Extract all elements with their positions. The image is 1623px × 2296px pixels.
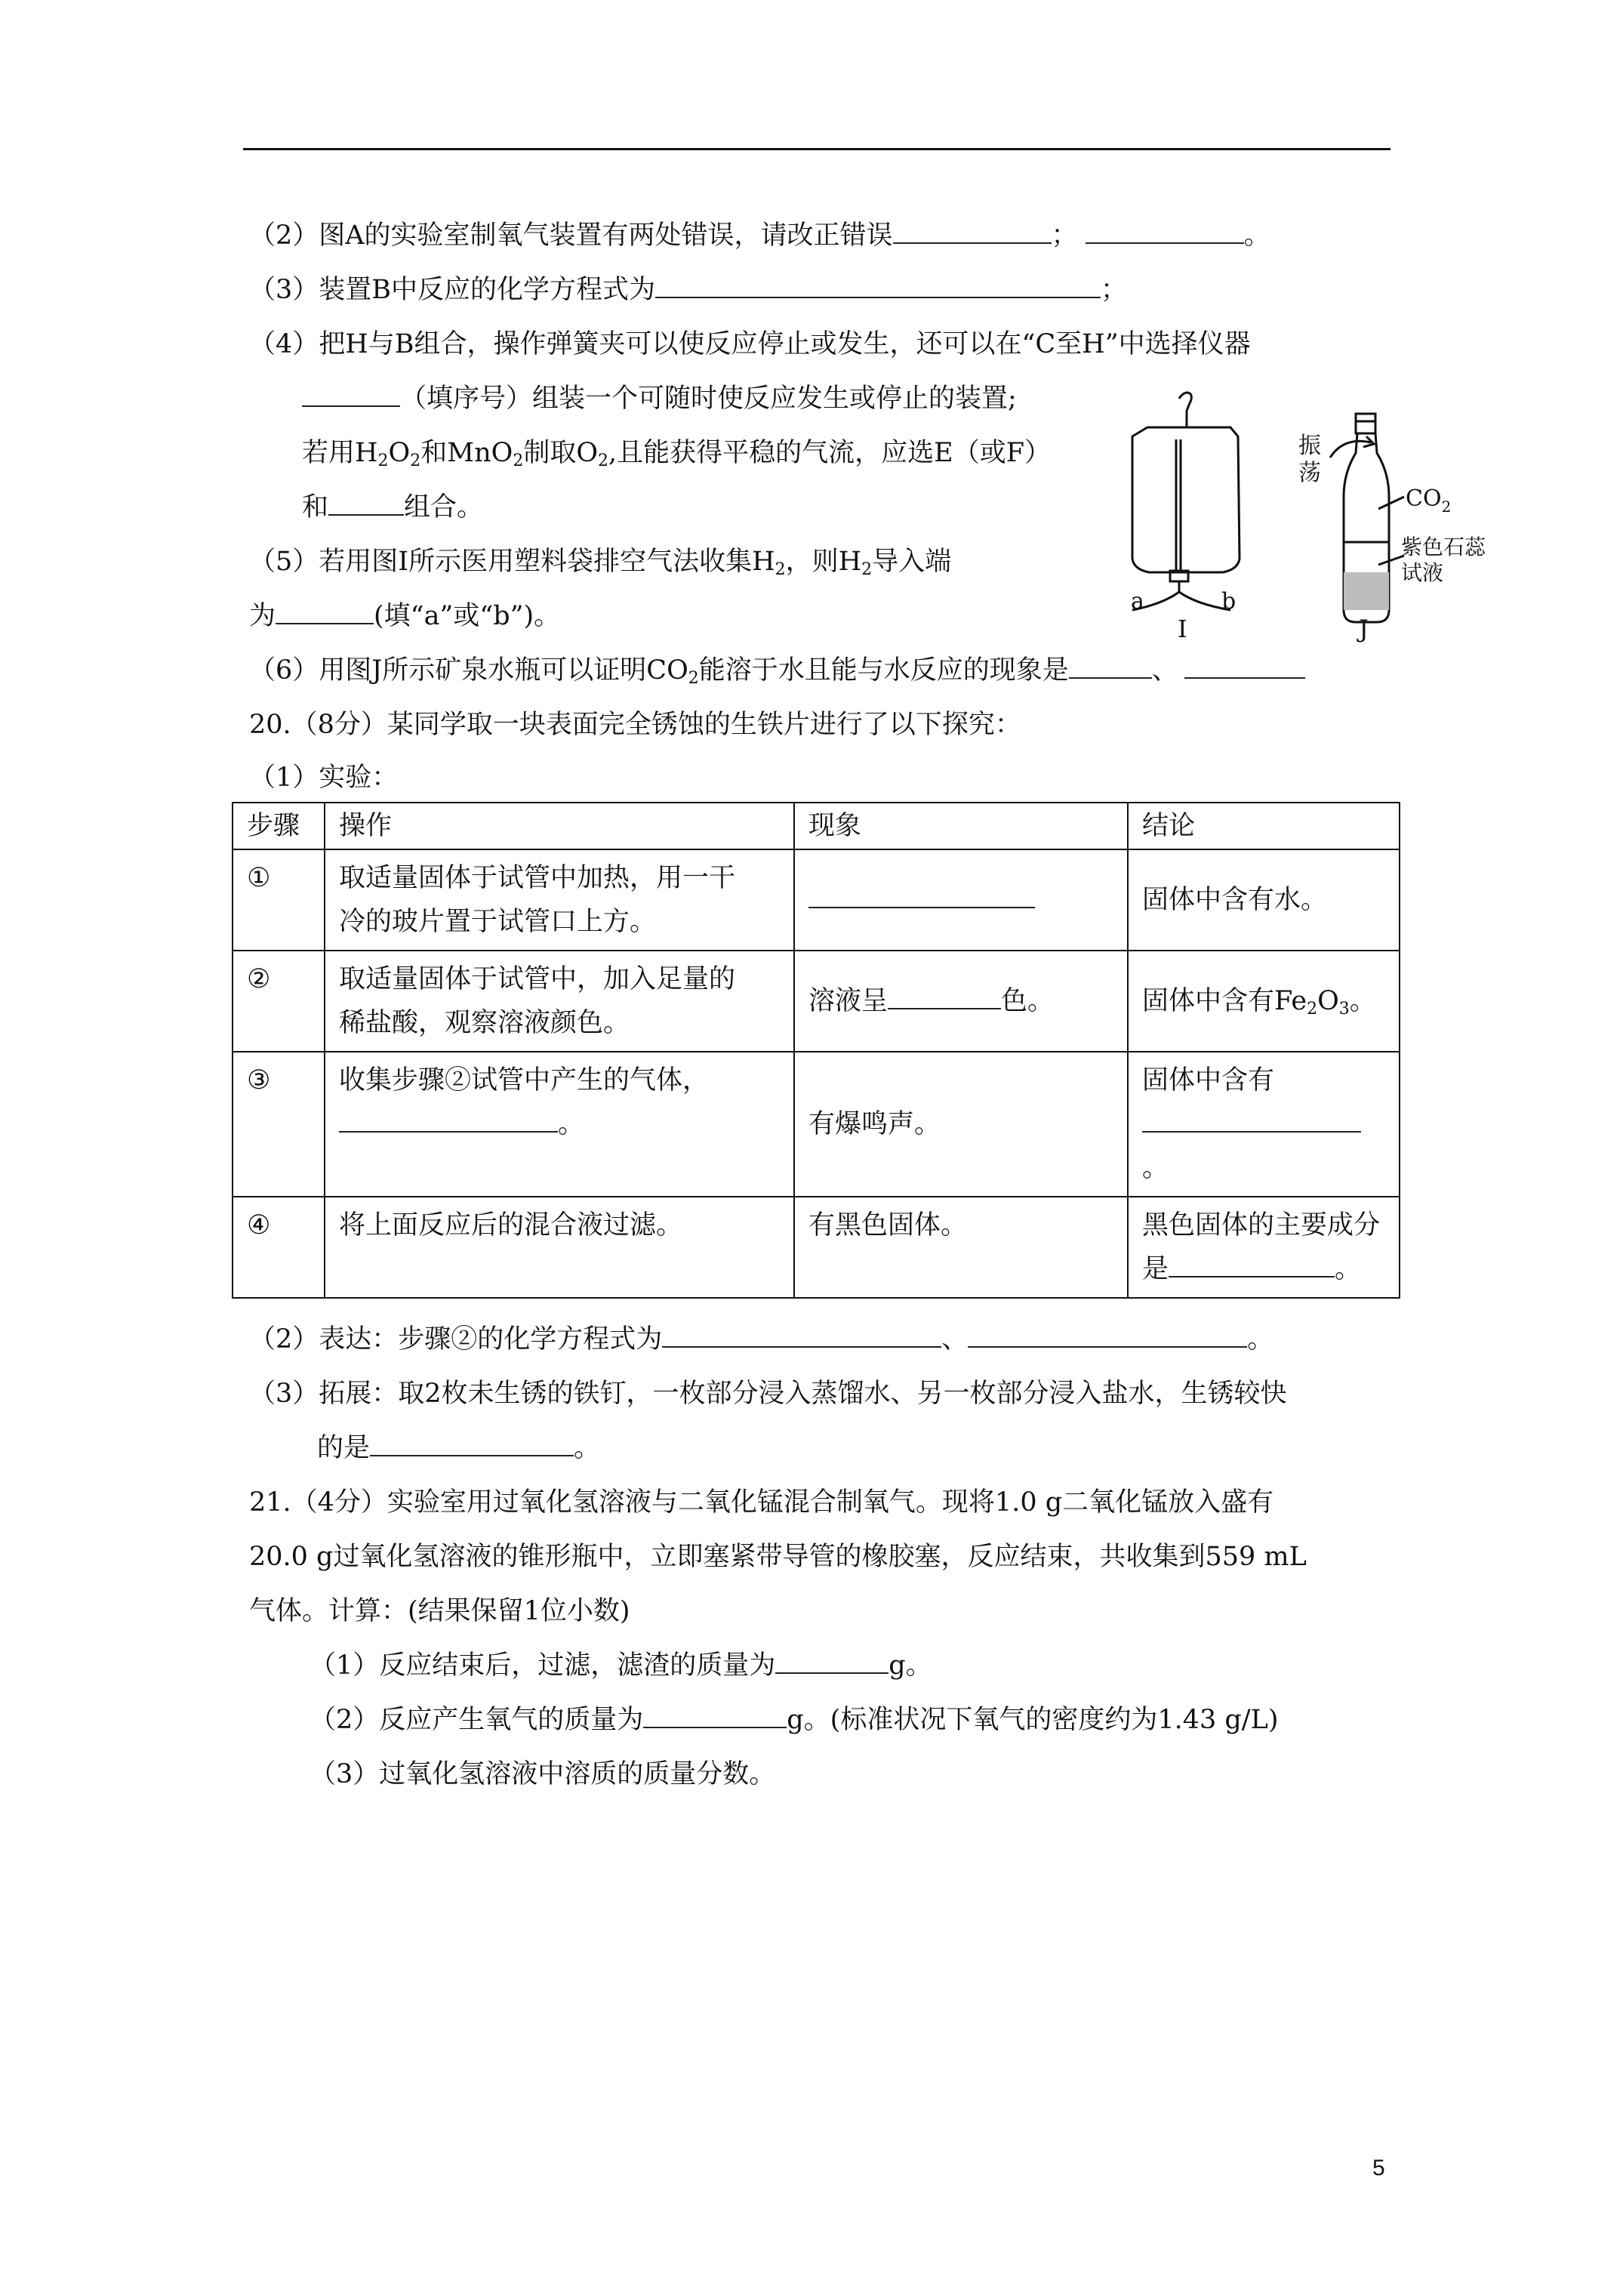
conclusion-cell: 固体中含有水。	[1128, 849, 1400, 951]
phenomenon-cell: 溶液呈 色。	[794, 951, 1128, 1052]
step-cell: ①	[233, 849, 325, 951]
operation-cell: 取适量固体于试管中加热，用一干 冷的玻片置于试管口上方。	[325, 849, 794, 951]
step-cell: ④	[233, 1197, 325, 1298]
q19-part2: （2）图A的实验室制氧气装置有两处错误，请改正错误 ； 。	[249, 220, 1270, 251]
header-step: 步骤	[233, 803, 325, 849]
answer-blank[interactable]	[968, 1324, 1247, 1348]
q20-part2: （2）表达：步骤②的化学方程式为 、 。	[249, 1324, 1274, 1354]
answer-blank[interactable]	[775, 1650, 888, 1674]
figure-bag-and-bottle	[1117, 384, 1486, 643]
q21-line1: 21.（4分）实验室用过氧化氢溶液与二氧化锰混合制氧气。现将1.0 g二氧化锰放入盛有	[249, 1487, 1274, 1518]
experiment-table	[232, 802, 1400, 1299]
table-header-row	[233, 803, 1400, 849]
step-cell: ③	[233, 1052, 325, 1197]
label-b: b	[1221, 588, 1236, 615]
q20-part3-line1: （3）拓展：取2枚未生锈的铁钉，一枚部分浸入蒸馏水、另一枚部分浸入盐水，生锈较快	[249, 1379, 1287, 1409]
operation-cell: 收集步骤②试管中产生的气体， 。	[325, 1052, 794, 1197]
label-figure-j: J	[1359, 615, 1369, 643]
answer-blank[interactable]	[888, 985, 1001, 1009]
answer-blank[interactable]	[1069, 655, 1152, 679]
phenomenon-cell: 有黑色固体。	[794, 1197, 1128, 1298]
q19-part6: （6）用图J所示矿泉水瓶可以证明$CO_2$能溶于水且能与水反应的现象是 、	[249, 654, 1305, 687]
q20-part3-line2: 的是 。	[317, 1433, 601, 1463]
label-shake-1: 振	[1298, 433, 1321, 459]
label-shake-2: 荡	[1298, 460, 1321, 486]
conclusion-cell: 固体中含有$Fe_2O_3$。	[1128, 951, 1400, 1052]
header-rule	[243, 148, 1390, 150]
answer-blank[interactable]	[662, 1324, 941, 1348]
answer-blank[interactable]	[328, 492, 404, 516]
answer-blank[interactable]	[1142, 1108, 1361, 1133]
answer-blank[interactable]	[643, 1704, 787, 1728]
header-phenomenon: 现象	[794, 803, 1128, 849]
figure-j-bottle	[1330, 414, 1404, 622]
q19-part5-line1: （5）若用图I所示医用塑料袋排空气法收集$H_2$，则$H_2$导入端	[249, 547, 952, 579]
q19-part4-line3: 若用$H_2O_2$和MnO$_2$制取$O_2$,且能获得平稳的气流，应选E（或F）	[302, 438, 1051, 470]
q21-line2: 20.0 g过氧化氢溶液的锥形瓶中，立即塞紧带导管的橡胶塞，反应结束，共收集到559 mL	[249, 1542, 1307, 1572]
figure-i-bag	[1132, 393, 1240, 610]
answer-blank[interactable]	[339, 1108, 558, 1133]
answer-blank[interactable]	[655, 274, 1101, 298]
label-a: a	[1131, 588, 1144, 615]
page-number: 5	[1372, 2156, 1385, 2180]
q19-part4-line4: 和 组合。	[302, 492, 484, 522]
phenomenon-cell: 有爆鸣声。	[794, 1052, 1128, 1197]
answer-blank[interactable]	[808, 884, 1035, 908]
q19-part3: （3）装置B中反应的化学方程式为 ；	[249, 275, 1128, 305]
answer-blank[interactable]	[276, 600, 374, 624]
answer-blank[interactable]	[370, 1432, 574, 1456]
answer-blank[interactable]	[1184, 655, 1305, 679]
label-co2: $CO_2$	[1406, 485, 1452, 516]
step-cell: ②	[233, 951, 325, 1052]
q21-line3: 气体。计算：(结果保留1位小数)	[249, 1596, 630, 1626]
q20-sub1: （1）实验：	[249, 763, 399, 793]
table-row	[233, 1197, 1400, 1298]
table-row	[233, 1052, 1400, 1197]
phenomenon-cell	[794, 849, 1128, 951]
header-conclusion: 结论	[1128, 803, 1400, 849]
label-litmus-1: 紫色石蕊	[1401, 535, 1486, 559]
answer-blank[interactable]	[1086, 220, 1244, 244]
q21-part1: （1）反应结束后，过滤，滤渣的质量为 g。	[310, 1650, 932, 1681]
q21-part3: （3）过氧化氢溶液中溶质的质量分数。	[310, 1759, 776, 1789]
q19-part4-line1: （4）把H与B组合，操作弹簧夹可以使反应停止或发生，还可以在“C至H”中选择仪器	[249, 329, 1251, 359]
operation-cell: 将上面反应后的混合液过滤。	[325, 1197, 794, 1298]
operation-cell: 取适量固体于试管中，加入足量的 稀盐酸，观察溶液颜色。	[325, 951, 794, 1052]
answer-blank[interactable]	[302, 383, 400, 407]
table-row	[233, 951, 1400, 1052]
table-row	[233, 849, 1400, 951]
answer-blank[interactable]	[893, 220, 1052, 244]
q21-part2: （2）反应产生氧气的质量为 g。(标准状况下氧气的密度约为1.43 g/L)	[310, 1705, 1279, 1735]
label-litmus-2: 试液	[1401, 560, 1444, 585]
q19-part4-line2: （填序号）组装一个可随时使反应发生或停止的装置;	[302, 382, 1017, 415]
q20-title: 20.（8分）某同学取一块表面完全锈蚀的生铁片进行了以下探究：	[249, 710, 1021, 740]
label-figure-i: I	[1178, 615, 1187, 643]
answer-blank[interactable]	[1169, 1253, 1335, 1277]
header-operation: 操作	[325, 803, 794, 849]
q19-part5-line2: 为 (填“a”或“b”)。	[249, 601, 561, 631]
conclusion-cell: 黑色固体的主要成分 是 。	[1128, 1197, 1400, 1298]
conclusion-cell: 固体中含有 。	[1128, 1052, 1400, 1197]
